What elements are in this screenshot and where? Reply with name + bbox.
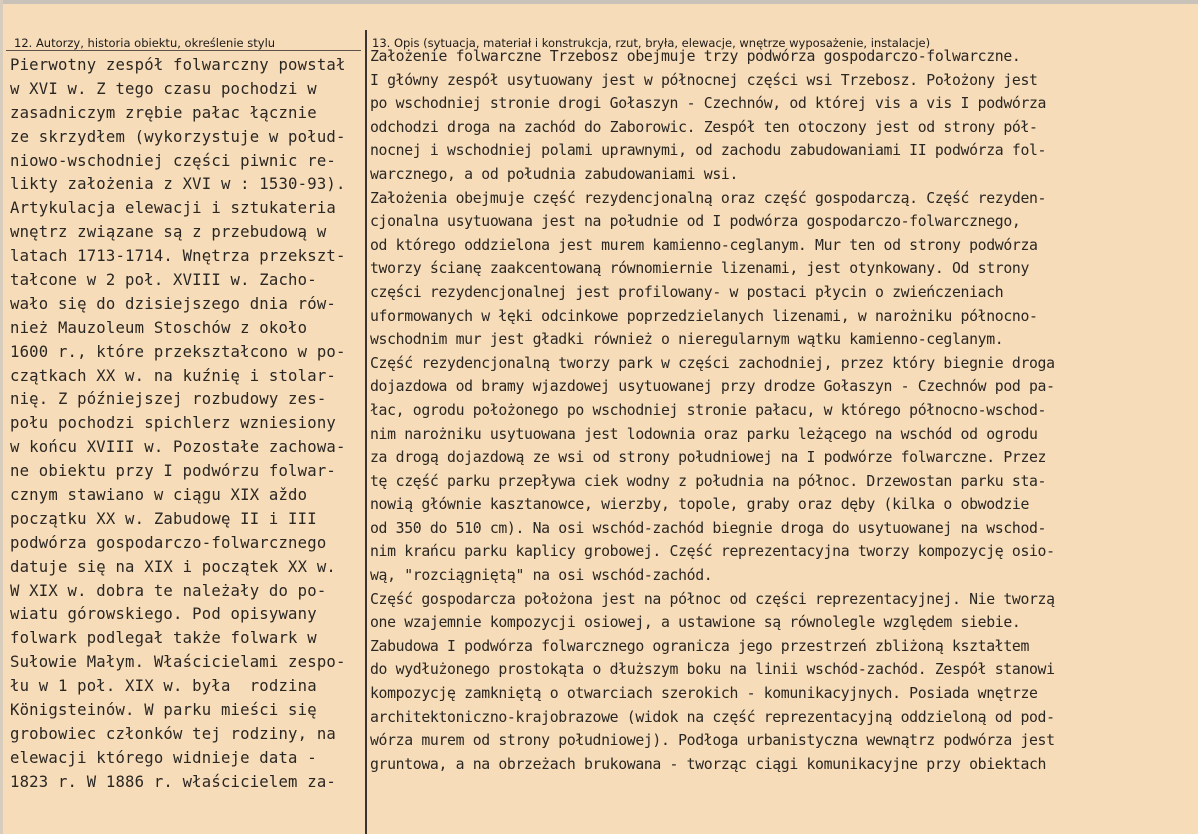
text-line: ne obiektu przy I podwórzu folwar- — [10, 462, 336, 481]
text-line: odchodzi droga na zachód do Zaborowic. Zespół ten otoczony jest od strony pół- — [370, 118, 1038, 136]
text-line: W XIX w. dobra te należały do po- — [10, 581, 327, 600]
left-header-rule — [6, 50, 361, 51]
text-line: niowo-wschodniej części piwnic re- — [10, 151, 336, 170]
text-line: wschodnim mur jest gładki również o nieregularnym wątku kamienno-ceglanym. — [370, 331, 1004, 349]
text-line: za drogą dojazdową ze wsi od strony południowej na I podwórze folwarczne. Przez — [370, 449, 1047, 467]
text-line: wiatu górowskiego. Pod opisywany — [10, 605, 317, 624]
text-line: uformowanych w łęki odcinkowe poprzedzielanych lizenami, w narożniku północno- — [370, 307, 1038, 325]
history-column — [10, 54, 360, 795]
text-line: wą, "rozciągniętą" na osi wschód-zachód. — [370, 567, 713, 585]
text-line: Część gospodarcza położona jest na północ od części reprezentacyjnej. Nie tworzą — [370, 590, 1055, 608]
text-line: dojazdowa od bramy wjazdowej usytuowanej przy drodze Gołaszyn - Czechnów pod pa- — [370, 378, 1055, 396]
text-line: początku XX w. Zabudowę II i III — [10, 509, 317, 528]
card-top-border — [0, 0, 1198, 4]
text-line: wało się do dzisiejszego dnia rów- — [10, 294, 336, 313]
text-line: Część rezydencjonalną tworzy park w części zachodniej, przez który biegnie droga — [370, 354, 1055, 372]
text-line: latach 1713-1714. Wnętrza przekszt- — [10, 247, 346, 266]
text-line: one wzajemnie kompozycji osiowej, a ustawione są równolegle względem siebie. — [370, 614, 1021, 632]
text-line: od 350 do 510 cm). Na osi wschód-zachód biegnie droga do usytuowanej na wschod- — [370, 519, 1047, 537]
text-line: nim krańcu parku kaplicy grobowej. Część reprezentacyjna tworzy kompozycję osio- — [370, 543, 1055, 561]
text-line: datuje się na XIX i początek XX w. — [10, 557, 336, 576]
text-line: połu pochodzi spichlerz wzniesiony — [10, 414, 336, 433]
text-line: grobowiec członków tej rodziny, na — [10, 724, 336, 743]
text-line: Założenia obejmuje część rezydencjonalną oraz część gospodarczą. Część rezyden- — [370, 189, 1047, 207]
text-line: gruntowa, a na obrzeżach brukowana - tworząc ciągi komunikacyjne przy obiektach — [370, 755, 1047, 773]
text-line: I główny zespół usytuowany jest w północnej części wsi Trzebosz. Położony jest — [370, 71, 1038, 89]
text-line: tę część parku przepływa ciek wodny z południa na północ. Drzewostan parku sta- — [370, 472, 1047, 490]
text-line: Königsteinów. W parku mieści się — [10, 701, 317, 720]
text-line: podwórza gospodarczo-folwarcznego — [10, 533, 327, 552]
text-line: części rezydencjonalnej jest profilowany- w postaci płycin o zwieńczeniach — [370, 283, 1004, 301]
text-line: elewacji którego widnieje data - — [10, 748, 317, 767]
column-divider — [365, 30, 367, 834]
text-line: ze skrzydłem (wykorzystuje w połud- — [10, 127, 346, 146]
text-line: tałcone w 2 poł. XVIII w. Zacho- — [10, 271, 317, 290]
right-column-header: 13. Opis (sytuacja, materiał i konstrukcja, rzut, bryła, elewacje, wnętrze wyposażenie, instalacje) — [372, 36, 931, 50]
text-line: 1823 r. W 1886 r. właścicielem za- — [10, 772, 336, 791]
text-line: zasadniczym zrębie pałac łącznie — [10, 103, 317, 122]
text-line: czątkach XX w. na kuźnię i stolar- — [10, 366, 336, 385]
text-line: w XVI w. Z tego czasu pochodzi w — [10, 79, 317, 98]
text-line: łac, ogrodu położonego po wschodniej stronie pałacu, w którego północno-wschod- — [370, 401, 1047, 419]
text-line: cjonalna usytuowana jest na południe od I podwórza gospodarczo-folwarcznego, — [370, 213, 1021, 231]
text-line: łu w 1 poł. XIX w. była rodzina — [10, 677, 317, 696]
text-line: Założenie folwarczne Trzebosz obejmuje trzy podwórza gospodarczo-folwarczne. — [370, 48, 1021, 65]
text-line: Zabudowa I podwórza folwarcznego ogranicza jego przestrzeń zbliżoną kształtem — [370, 637, 1030, 655]
text-line: Pierwotny zespół folwarczny powstał — [10, 56, 346, 74]
card-left-edge — [0, 0, 3, 834]
text-line: likty założenia z XVI w : 1530-93). — [10, 175, 346, 194]
text-line: Artykulacja elewacji i sztukateria — [10, 199, 336, 218]
left-column-header: 12. Autorzy, historia obiektu, określenie stylu — [14, 36, 276, 50]
text-line: w końcu XVIII w. Pozostałe zachowa- — [10, 438, 346, 457]
text-line: nież Mauzoleum Stoschów z około — [10, 318, 308, 337]
text-line: nocnej i wschodniej polami uprawnymi, od zachodu zabudowaniami II podwórza fol- — [370, 142, 1047, 160]
text-line: tworzy ścianę zaakcentowaną równomiernie lizenami, jest otynkowany. Od strony — [370, 260, 1030, 278]
text-line: wórza murem od strony południowej). Podłoga urbanistyczna wewnątrz podwórza jest — [370, 732, 1055, 750]
text-line: po wschodniej stronie drogi Gołaszyn - Czechnów, od której vis a vis I podwórza — [370, 95, 1047, 113]
text-line: warcznego, a od południa zabudowaniami wsi. — [370, 165, 739, 183]
text-line: od którego oddzielona jest murem kamienno-ceglanym. Mur ten od strony podwórza — [370, 236, 1038, 254]
text-line: 1600 r., które przekształcono w po- — [10, 342, 346, 361]
text-line: kompozycję zamkniętą o otwarciach szerokich - komunikacyjnych. Posiada wnętrze — [370, 685, 1038, 703]
text-line: folwark podlegał także folwark w — [10, 629, 317, 648]
text-line: wnętrz związane są z przebudową w — [10, 223, 327, 242]
text-line: cznym stawiano w ciągu XIX aždo — [10, 486, 308, 505]
description-column — [370, 45, 1195, 776]
text-line: nim narożniku usytuowana jest lodownia oraz parku leżącego na wschód od ogrodu — [370, 425, 1038, 443]
text-line: nię. Z późniejszej rozbudowy zes- — [10, 390, 327, 409]
text-line: architektoniczno-krajobrazowe (widok na część reprezentacyjną oddzieloną od pod- — [370, 708, 1055, 726]
text-line: nowią głównie kasztanowce, wierzby, topole, graby oraz dęby (kilka o obwodzie — [370, 496, 1030, 514]
text-line: Sułowie Małym. Właścicielami zespo- — [10, 653, 346, 672]
text-line: do wydłużonego prostokąta o dłuższym boku na linii wschód-zachód. Zespół stanowi — [370, 661, 1055, 679]
